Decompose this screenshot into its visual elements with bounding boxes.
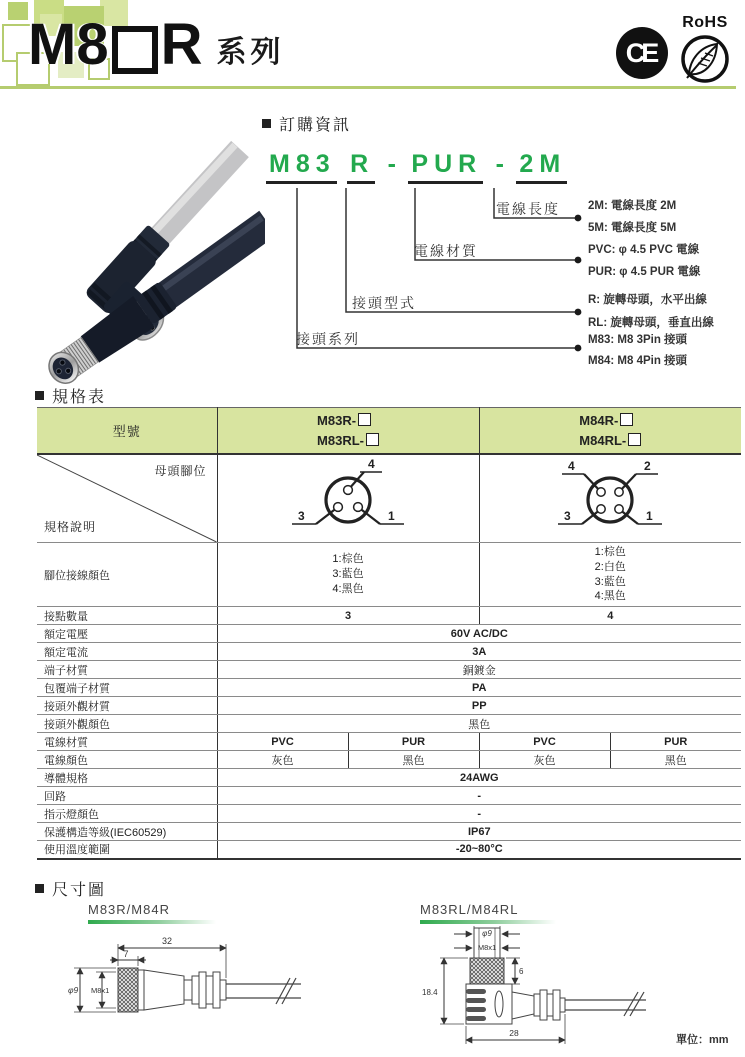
row-label: 腳位接線顏色 bbox=[37, 543, 217, 607]
row-label: 接頭外觀材質 bbox=[37, 697, 217, 715]
row-value: PP bbox=[217, 697, 741, 715]
model-prefix: M8 bbox=[28, 12, 109, 77]
table-row bbox=[37, 607, 741, 625]
pin-label: 1 bbox=[646, 509, 653, 523]
dimensions-section-title bbox=[35, 877, 106, 900]
part-number-dash: - bbox=[387, 150, 396, 178]
dim-drawing-straight bbox=[66, 928, 326, 1046]
row-label: 保護構造等級(IEC60529) bbox=[37, 823, 217, 841]
row-label: 接頭外觀顏色 bbox=[37, 715, 217, 733]
row-value: 60V AC/DC bbox=[217, 625, 741, 643]
table-row bbox=[37, 625, 741, 643]
pin-label: 2 bbox=[644, 459, 651, 473]
table-row bbox=[37, 787, 741, 805]
row-label: 導體規格 bbox=[37, 769, 217, 787]
pin-label: 4 bbox=[568, 459, 575, 473]
series-label: 系列 bbox=[216, 36, 285, 69]
deco-square bbox=[8, 2, 28, 20]
model-m84rl: M84RL- bbox=[579, 432, 627, 448]
row-label: 指示燈顏色 bbox=[37, 805, 217, 823]
model-placeholder-box-icon bbox=[628, 433, 641, 446]
model-placeholder-box-icon bbox=[366, 433, 379, 446]
model-header-m84 bbox=[479, 408, 741, 455]
model-m83rl: M83RL- bbox=[317, 432, 364, 448]
row-label: 使用溫度範圍 bbox=[37, 841, 217, 859]
unit-note: 單位：mm bbox=[676, 1034, 729, 1046]
dimensions-section-label: 尺寸圖 bbox=[52, 882, 107, 899]
material-option: PVC: φ 4.5 PVC 電線 bbox=[588, 244, 700, 256]
table-row bbox=[37, 661, 741, 679]
row-value bbox=[479, 543, 741, 607]
table-row bbox=[37, 769, 741, 787]
pin-label: 3 bbox=[564, 509, 571, 523]
corner-top-label: 母頭腳位 bbox=[154, 464, 207, 478]
pin-color: 1:棕色 bbox=[332, 553, 364, 566]
pin-color: 3:藍色 bbox=[594, 575, 626, 588]
row-value: 3 bbox=[217, 607, 479, 625]
row-value: 灰色 bbox=[217, 751, 348, 769]
row-value bbox=[217, 543, 479, 607]
pin-layout-row bbox=[37, 454, 741, 543]
row-value: 4 bbox=[479, 607, 741, 625]
part-number-material: PUR bbox=[408, 150, 483, 184]
pin-diagram-3pin bbox=[217, 454, 479, 543]
table-row bbox=[37, 543, 741, 607]
dim-value: 18.4 bbox=[422, 988, 438, 997]
row-value: 24AWG bbox=[217, 769, 741, 787]
material-option: PUR: φ 4.5 PUR 電線 bbox=[588, 266, 701, 278]
diagonal-header-cell bbox=[37, 454, 217, 543]
dim-left-rule bbox=[88, 920, 216, 924]
model-m84r: M84R- bbox=[579, 413, 619, 428]
section-bullet-icon bbox=[35, 884, 44, 893]
table-row bbox=[37, 643, 741, 661]
table-row bbox=[37, 733, 741, 751]
row-value: -20~80°C bbox=[217, 841, 741, 859]
row-value: PVC bbox=[217, 733, 348, 751]
length-option: 2M: 電線長度 2M bbox=[588, 200, 677, 212]
table-header-row bbox=[37, 408, 741, 455]
row-label: 額定電流 bbox=[37, 643, 217, 661]
rohs-leaf-icon bbox=[677, 32, 733, 86]
row-value: PUR bbox=[348, 733, 479, 751]
model-placeholder-box-icon bbox=[620, 413, 633, 426]
rohs-badge bbox=[674, 14, 736, 91]
spec-table bbox=[37, 407, 741, 860]
row-value: IP67 bbox=[217, 823, 741, 841]
part-number-length: 2M bbox=[516, 150, 567, 184]
rohs-label: RoHS bbox=[682, 14, 728, 31]
row-value: - bbox=[217, 787, 741, 805]
spec-section-label: 規格表 bbox=[52, 389, 107, 406]
model-placeholder-box-icon bbox=[112, 26, 158, 74]
dim-right-label: M83RL/M84RL bbox=[420, 902, 519, 917]
table-row bbox=[37, 697, 741, 715]
dim-value: 7 bbox=[123, 949, 129, 959]
pin-diagram-3pin-drawing bbox=[278, 455, 418, 539]
model-header-label: 型號 bbox=[37, 408, 217, 455]
pin-color: 4:黑色 bbox=[332, 582, 364, 595]
row-label: 端子材質 bbox=[37, 661, 217, 679]
model-header-m83 bbox=[217, 408, 479, 455]
part-number bbox=[266, 150, 573, 184]
dim-value: φ9 bbox=[482, 929, 492, 938]
ce-mark-icon bbox=[616, 27, 668, 79]
dim-left-label: M83R/M84R bbox=[88, 902, 170, 917]
dim-value: M8x1 bbox=[91, 986, 110, 995]
dim-value: 28 bbox=[509, 1028, 519, 1038]
header-rule bbox=[0, 86, 736, 89]
type-option: R: 旋轉母頭，水平出線 bbox=[588, 294, 707, 306]
model-suffix: R bbox=[160, 12, 203, 77]
row-value: 3A bbox=[217, 643, 741, 661]
row-label: 接點數量 bbox=[37, 607, 217, 625]
section-bullet-icon bbox=[262, 119, 271, 128]
pin-color: 2:白色 bbox=[594, 560, 626, 573]
row-label: 電線顏色 bbox=[37, 751, 217, 769]
dim-value: M8x1 bbox=[477, 943, 497, 952]
row-value: PUR bbox=[610, 733, 741, 751]
row-label: 回路 bbox=[37, 787, 217, 805]
dim-value: 32 bbox=[161, 936, 173, 946]
table-row bbox=[37, 715, 741, 733]
row-value: 黑色 bbox=[610, 751, 741, 769]
table-row bbox=[37, 805, 741, 823]
model-m83r: M83R- bbox=[317, 413, 357, 428]
dim-drawing-right-angle bbox=[396, 922, 696, 1054]
pin-label: 3 bbox=[298, 509, 305, 523]
pin-color: 4:黑色 bbox=[594, 590, 626, 603]
branch-label-series: 接頭系列 bbox=[296, 331, 360, 347]
row-value: 黑色 bbox=[217, 715, 741, 733]
row-label: 額定電壓 bbox=[37, 625, 217, 643]
length-option: 5M: 電線長度 5M bbox=[588, 222, 677, 234]
row-value: PA bbox=[217, 679, 741, 697]
corner-bottom-label: 規格說明 bbox=[44, 520, 97, 534]
branch-label-length: 電線長度 bbox=[496, 201, 560, 217]
part-number-series: M83 bbox=[266, 150, 337, 184]
row-value: - bbox=[217, 805, 741, 823]
part-number-dash: - bbox=[495, 150, 504, 178]
pin-color: 3:藍色 bbox=[332, 568, 364, 581]
ordering-section-title bbox=[262, 112, 351, 135]
pin-label: 4 bbox=[368, 457, 375, 471]
row-value: 黑色 bbox=[348, 751, 479, 769]
row-label: 電線材質 bbox=[37, 733, 217, 751]
table-row bbox=[37, 823, 741, 841]
type-option: RL: 旋轉母頭，垂直出線 bbox=[588, 317, 714, 329]
section-bullet-icon bbox=[35, 391, 44, 400]
branch-label-material: 電線材質 bbox=[414, 243, 478, 259]
row-value: 灰色 bbox=[479, 751, 610, 769]
dim-value: 6 bbox=[519, 967, 524, 976]
pin-color: 1:棕色 bbox=[594, 545, 626, 558]
part-number-type: R bbox=[347, 150, 375, 184]
page-title bbox=[28, 12, 285, 77]
row-value: 銅鍍金 bbox=[217, 661, 741, 679]
table-row bbox=[37, 679, 741, 697]
series-option: M84: M8 4Pin 接頭 bbox=[588, 355, 688, 367]
product-photo bbox=[0, 133, 265, 385]
dim-value: φ9 bbox=[68, 985, 79, 995]
row-label: 包覆端子材質 bbox=[37, 679, 217, 697]
pin-diagram-4pin bbox=[479, 454, 741, 543]
model-placeholder-box-icon bbox=[358, 413, 371, 426]
branch-label-type: 接頭型式 bbox=[352, 295, 416, 311]
ce-label: CE bbox=[625, 37, 656, 68]
pin-label: 1 bbox=[388, 509, 395, 523]
table-row bbox=[37, 841, 741, 859]
table-row bbox=[37, 751, 741, 769]
pin-diagram-4pin-drawing bbox=[540, 455, 680, 539]
ordering-section-label: 訂購資訊 bbox=[279, 117, 352, 134]
spec-section-title bbox=[35, 384, 106, 407]
series-option: M83: M8 3Pin 接頭 bbox=[588, 334, 688, 346]
row-value: PVC bbox=[479, 733, 610, 751]
